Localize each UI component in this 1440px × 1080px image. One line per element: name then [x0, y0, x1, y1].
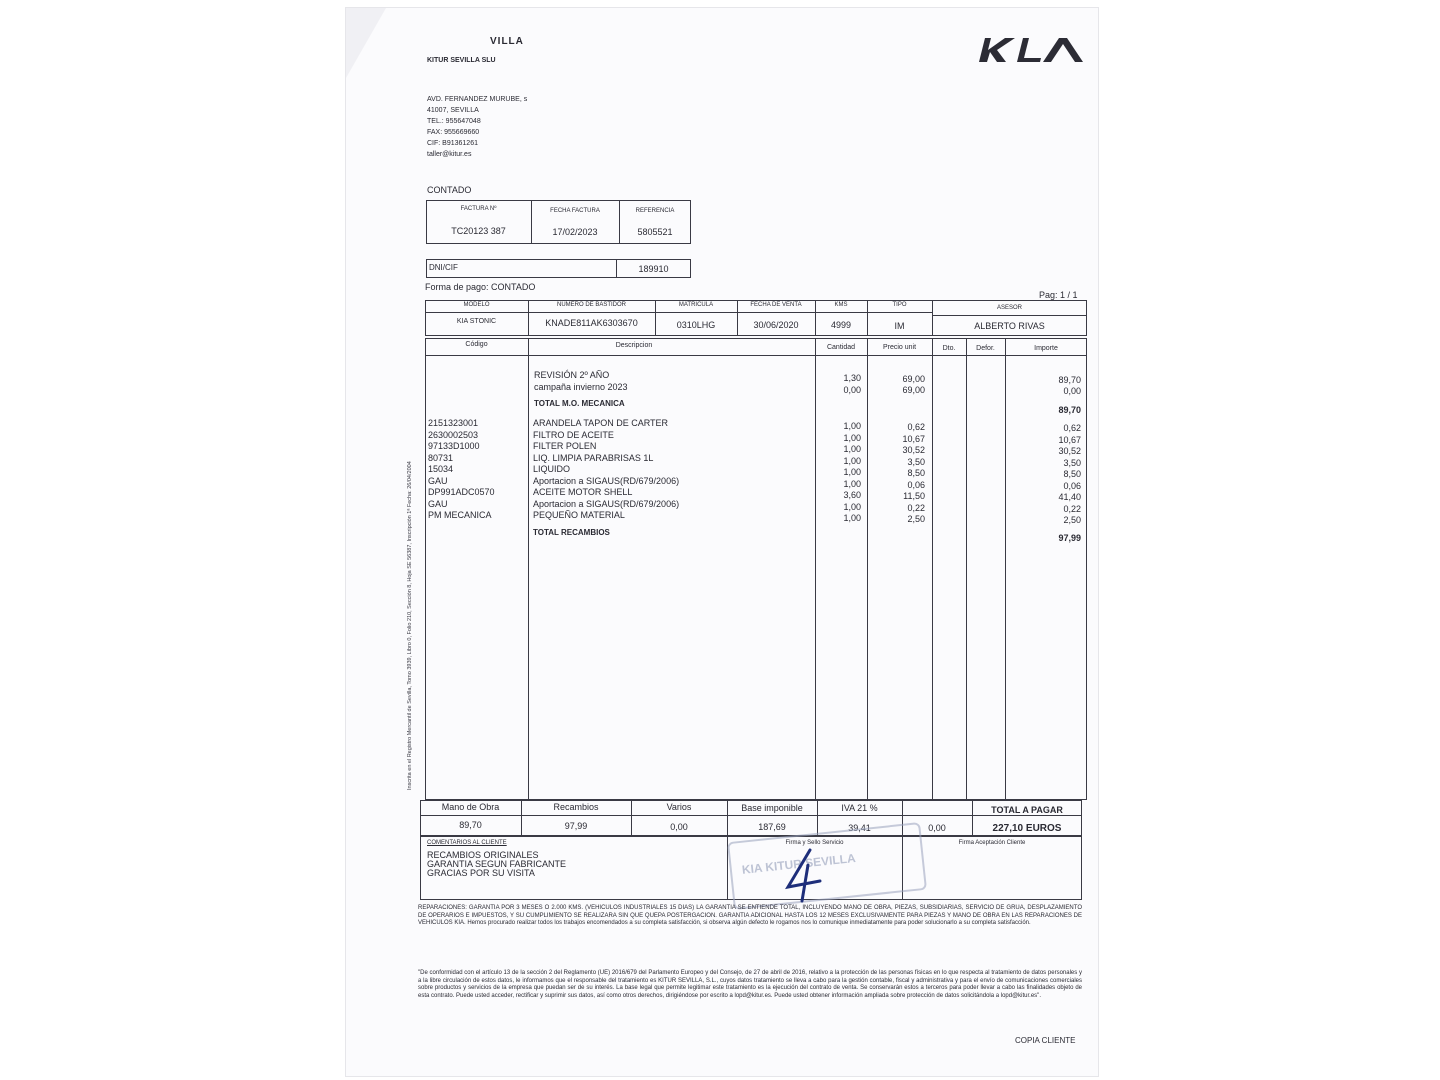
payment-method: Forma de pago: CONTADO — [425, 282, 536, 292]
part-code: 2151323001 — [428, 418, 479, 428]
part-amount: 8,50 — [1063, 469, 1081, 479]
warranty-text: REPARACIONES: GARANTIA POR 3 MESES O 2.000 KMS. (VEHICULOS INDUSTRIALES 15 DIAS) LA GARANTIA SE ENTIENDE TOTAL, INCLUYENDO MANO DE OBRA, PIEZAS, SUBSIDIARIAS, SERVICIO DE GRUA, DESPLAZAMIENTO DE OPERARIOS E IMPUESTOS, Y SU CUMPLIMIENTO SE REALIZARA SIN QUE QUEPA POSTERGACION. GARANTIA ADICIONAL HASTA LOS 12 MESES EXCLUSIVAMENTE PARA PIEZAS Y MANO DE OBRA EN LAS REPARACIONES DE VEHICULOS KIA. Hemos procurado realizar todos los trabajos encomendados a su completa satisfacción, si observa algún defecto le rogamos nos lo comunique inmediatamente para poder solucionarlo a su completa satisfacción. — [418, 905, 1082, 927]
part-amount: 30,52 — [1058, 446, 1081, 456]
col-header-amount: Importe — [1034, 345, 1058, 352]
address-line: 41007, SEVILLA — [427, 107, 479, 114]
col-header-discount: Dto. — [942, 345, 956, 352]
parts-qty — [815, 421, 861, 525]
stamp-text: KIA KITUR SEVILLA — [741, 851, 857, 877]
vehicle-vin: KNADE811AK6303670 — [545, 318, 638, 328]
part-desc: Aportacion a SIGAUS(RD/679/2006) — [533, 498, 680, 509]
vehicle-header-advisor: ASESOR — [996, 305, 1022, 311]
service-signature-label: Firma y Sello Servicio — [785, 840, 844, 846]
part-desc: ACEITE MOTOR SHELL — [533, 487, 633, 497]
parts-descriptions — [533, 418, 679, 522]
address-line: taller@kitur.es — [427, 151, 472, 158]
vehicle-header-sale-date: FECHA DE VENTA — [750, 302, 802, 308]
company-legal-name: KITUR SEVILLA SLU — [427, 57, 496, 64]
invoice-number-label: FACTURA Nº — [460, 206, 497, 212]
vehicle-header-vin: NÚMERO DE BASTIDOR — [556, 302, 626, 308]
part-qty: 1,00 — [843, 513, 861, 523]
vehicle-header-kms: KMS — [834, 302, 848, 308]
totals-label-vat: IVA 21 % — [841, 803, 878, 813]
part-amount: 2,50 — [1063, 515, 1081, 525]
vehicle-type: IM — [894, 321, 905, 331]
part-code: 2630002503 — [428, 429, 479, 440]
part-price: 2,50 — [907, 514, 925, 524]
part-amount: 0,22 — [1063, 503, 1081, 514]
totals-value-parts: 97,99 — [564, 821, 588, 831]
labor-amount: 0,00 — [1063, 386, 1081, 396]
totals-label-parts: Recambios — [553, 802, 599, 812]
vehicle-header-type: TIPO — [892, 302, 907, 308]
labor-total: 89,70 — [1058, 405, 1081, 415]
part-qty: 1,00 — [843, 478, 861, 489]
reference-number: 5805521 — [637, 227, 673, 237]
page-fold — [346, 8, 386, 78]
labor-price: 69,00 — [902, 374, 925, 384]
totals-value-other: 0,00 — [928, 823, 946, 833]
address-line: AVD. FERNANDEZ MURUBE, s — [427, 96, 528, 103]
invoice-date: 17/02/2023 — [552, 227, 598, 237]
part-desc: Aportacion a SIGAUS(RD/679/2006) — [533, 475, 680, 486]
totals-value-vat: 39,41 — [848, 823, 871, 833]
part-desc: ARANDELA TAPON DE CARTER — [533, 418, 669, 428]
dni-label: DNI/CIF — [429, 263, 458, 272]
part-code: 15034 — [428, 464, 454, 474]
totals-label-base: Base imponible — [741, 803, 803, 813]
vehicle-model: KIA STONIC — [456, 318, 497, 325]
part-qty: 3,60 — [843, 490, 861, 500]
copy-label: COPIA CLIENTE — [1015, 1036, 1076, 1045]
handwritten-signature — [780, 845, 840, 905]
part-price: 0,06 — [907, 479, 925, 490]
part-amount: 0,62 — [1063, 423, 1081, 433]
totals-label-labor: Mano de Obra — [441, 802, 500, 812]
comments-lines — [427, 851, 566, 878]
reference-label: REFERENCIA — [635, 208, 675, 214]
part-code: 80731 — [428, 452, 454, 463]
part-desc: PEQUEÑO MATERIAL — [533, 510, 625, 520]
totals-label-misc: Varios — [666, 802, 692, 812]
part-code: PM MECANICA — [428, 510, 492, 520]
parts-price — [867, 422, 925, 526]
part-code: 97133D1000 — [428, 441, 480, 451]
col-header-description: Descripcion — [615, 342, 653, 349]
labor-price: 69,00 — [902, 385, 925, 395]
totals-value-base: 187,69 — [758, 822, 786, 832]
part-desc: LIQUIDO — [533, 464, 571, 474]
company-name-partial: VILLA — [490, 36, 524, 47]
kia-logo — [975, 32, 1087, 66]
parts-total-label: TOTAL RECAMBIOS — [533, 528, 610, 537]
part-price: 0,62 — [907, 422, 925, 432]
privacy-text: "De conformidad con el artículo 13 de la sección 2 del Reglamento (UE) 2016/679 del Parlamento Europeo y del Consejo, de 27 de abril de 2016, relativo a la protección de las personas físicas en lo que respecta al tratamiento de datos personales y a la libre circulación de estos datos, le informamos que el responsable del tratamiento es KITUR SEVILLA, S.L., cuyos datos tratamiento se lleva a cabo para la gestión contable, fiscal y administrativa y para el envío de comunicaciones comerciales sobre productos y servicios de la empresa que puedan ser de su interés. La base legal que permite legitimar este tratamiento es la ejecución del contrato de venta. Se conservarán estos a terceros para poder llevar a cabo las finalidades objeto de esta contrato. Puede usted acceder, rectificar y suprimir sus datos, así como otros derechos, dirigiéndose por escrito a lopd@kitur.es. Puede usted obtener información ampliada sobre protección de datos solicitándola a lopd@kitur.es". — [418, 970, 1082, 999]
total-to-pay: 227,10 EUROS — [992, 823, 1062, 834]
part-qty: 1,00 — [843, 467, 861, 477]
totals-value-labor: 89,70 — [459, 820, 482, 830]
labor-amount: 89,70 — [1058, 375, 1081, 385]
part-amount: 3,50 — [1063, 457, 1081, 468]
part-price: 8,50 — [907, 468, 925, 478]
comment-line: GRACIAS POR SU VISITA — [427, 868, 535, 878]
part-desc: FILTRO DE ACEITE — [533, 429, 614, 440]
labor-qty: 0,00 — [843, 385, 861, 395]
part-qty: 1,00 — [843, 432, 861, 443]
labor-desc: campaña invierno 2023 — [534, 382, 628, 392]
total-to-pay-label: TOTAL A PAGAR — [991, 805, 1063, 815]
vehicle-header-plate: MATRICULA — [678, 302, 714, 308]
address-line: CIF: B91361261 — [427, 140, 478, 147]
client-signature-label: Firma Aceptación Cliente — [958, 840, 1026, 846]
labor-total-label: TOTAL M.O. MECANICA — [534, 399, 625, 408]
vehicle-kms: 4999 — [830, 320, 852, 330]
address-line: TEL.: 955647048 — [427, 118, 481, 125]
vehicle-sale-date: 30/06/2020 — [753, 320, 799, 330]
part-price: 10,67 — [902, 433, 925, 444]
part-qty: 1,00 — [843, 501, 861, 512]
company-address — [427, 94, 527, 160]
address-line: FAX: 955669660 — [427, 129, 480, 136]
payment-type-label: CONTADO — [427, 185, 472, 195]
col-header-code: Código — [465, 341, 488, 348]
comment-line: RECAMBIOS ORIGINALES — [427, 850, 539, 860]
part-amount: 0,06 — [1063, 480, 1081, 491]
part-price: 3,50 — [907, 456, 925, 467]
part-qty: 1,00 — [843, 455, 861, 466]
invoice-number: TC20123 387 — [451, 226, 506, 236]
labor-qty: 1,30 — [843, 373, 861, 383]
part-code: DP991ADC0570 — [428, 487, 495, 497]
dni-value: 189910 — [638, 264, 669, 274]
parts-amount — [1005, 423, 1081, 527]
part-code: GAU — [428, 498, 448, 509]
items-table — [425, 338, 1087, 800]
part-qty: 1,00 — [843, 421, 861, 431]
part-code: GAU — [428, 475, 448, 486]
parts-codes — [428, 418, 495, 522]
invoice-date-label: FECHA FACTURA — [550, 208, 600, 214]
part-price: 30,52 — [902, 445, 925, 455]
page-info: Pag: 1 / 1 — [1039, 290, 1078, 300]
col-header-defor: Defor. — [976, 345, 995, 352]
part-price: 11,50 — [903, 491, 925, 501]
vehicle-header-model: MODELO — [463, 302, 490, 308]
vehicle-advisor: ALBERTO RIVAS — [974, 321, 1045, 331]
registry-side-text: Inscrita en el Registro Mercantil de Sevilla, Tomo 3939, Libro 0, Folio 210, Sección 8, Hoja SE 56387, Inscripción 1ª Fecha: 26/04/2004 — [407, 461, 413, 790]
col-header-unit-price: Precio unit — [882, 344, 917, 351]
part-qty: 1,00 — [843, 444, 861, 454]
vehicle-plate: 0310LHG — [676, 320, 716, 330]
part-price: 0,22 — [907, 502, 925, 513]
col-header-quantity: Cantidad — [826, 344, 856, 351]
comment-line: GARANTIA SEGUN FABRICANTE — [427, 859, 567, 869]
comments-label: COMENTARIOS AL CLIENTE — [427, 840, 507, 846]
parts-total: 97,99 — [1058, 533, 1081, 543]
part-desc: LIQ. LIMPIA PARABRISAS 1L — [533, 452, 654, 463]
part-amount: 10,67 — [1058, 434, 1081, 445]
part-amount: 41,40 — [1058, 492, 1081, 502]
part-desc: FILTER POLEN — [533, 441, 597, 451]
totals-value-misc: 0,00 — [670, 822, 688, 832]
labor-desc: REVISIÓN 2º AÑO — [534, 370, 610, 380]
